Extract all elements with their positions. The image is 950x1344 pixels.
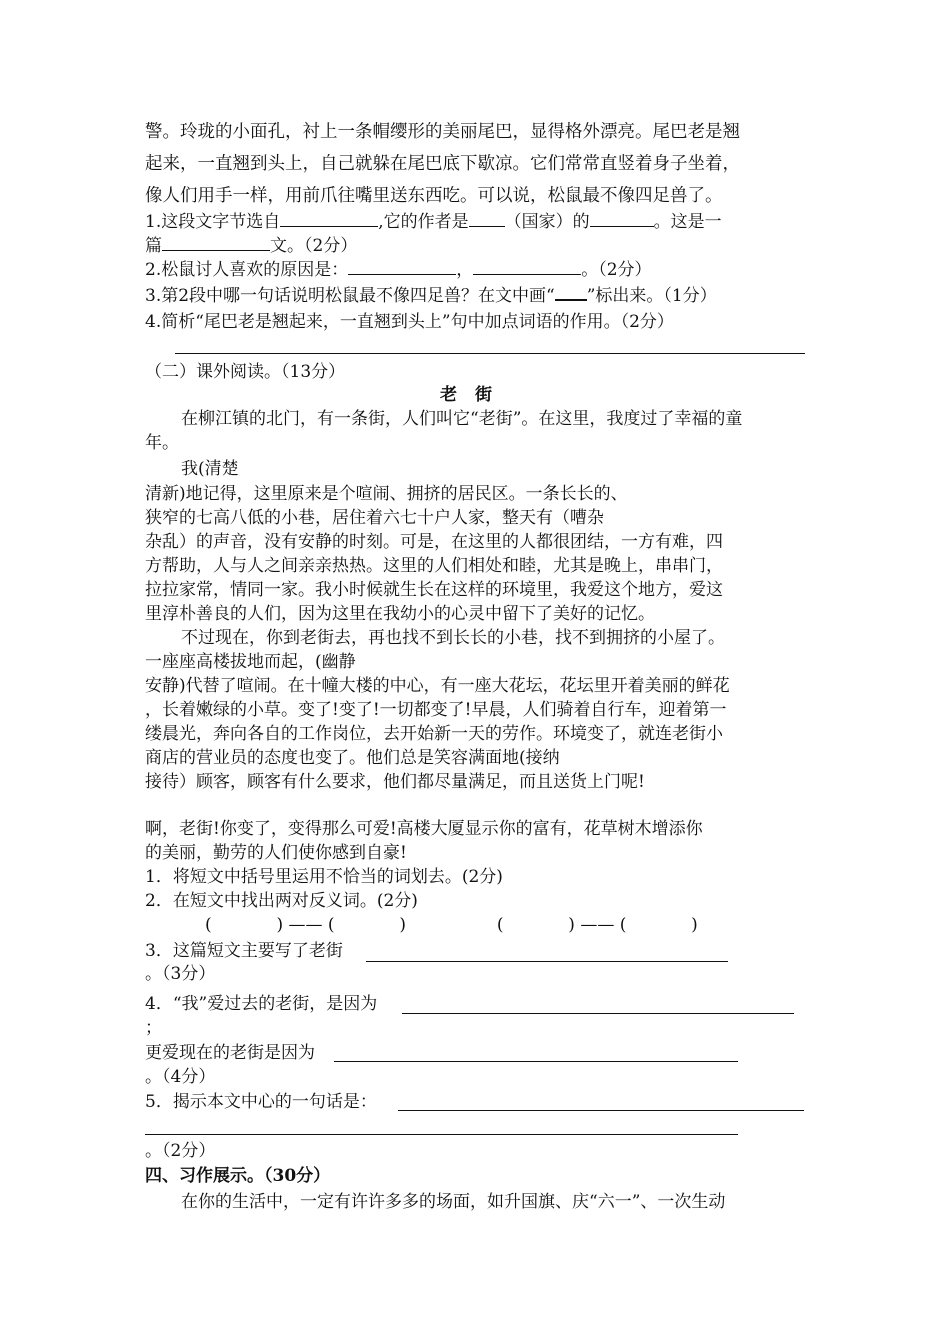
dash: —— [288, 915, 323, 935]
answer-line[interactable] [398, 1110, 804, 1111]
story-line: 在柳江镇的北门，有一条街，人们叫它“老街”。在这里，我度过了幸福的童 [181, 409, 743, 429]
story-line: 拉拉家常，情同一家。我小时候就生长在这样的环境里，我爱这个地方，爱这 [145, 580, 723, 600]
story-line: 接待）顾客，顾客有什么要求，他们都尽量满足，而且送货上门呢! [145, 772, 645, 792]
paren: ( [205, 915, 212, 935]
answer-line[interactable] [334, 1061, 738, 1062]
q1-text: （国家）的 [504, 212, 590, 232]
answer-blank[interactable] [473, 258, 581, 275]
antonym-pairs [205, 914, 725, 936]
answer-blank[interactable] [162, 234, 270, 251]
answer-line[interactable] [175, 353, 805, 354]
q3-text: ”标出来。（1分） [586, 286, 717, 306]
passage-line: 像人们用手一样，用前爪往嘴里送东西吃。可以说，松鼠最不像四足兽了。 [145, 186, 723, 206]
story-line: 一座座高楼拔地而起，(幽静 [145, 652, 356, 672]
story-question-5-end: 。（2分） [145, 1141, 216, 1161]
passage-line: 警。玲珑的小面孔，衬上一条帽缨形的美丽尾巴，显得格外漂亮。尾巴老是翘 [145, 122, 740, 142]
q1-text: 篇 [145, 236, 162, 256]
paren: ) [691, 915, 698, 935]
story-question-3-end: 。（3分） [145, 964, 216, 984]
q1-text: 文。（2分） [270, 236, 358, 256]
story-line: 的美丽，勤劳的人们使你感到自豪! [145, 843, 407, 863]
story-question-2: 2．在短文中找出两对反义词。(2分) [145, 891, 418, 911]
q1-text: 。这是一 [653, 212, 722, 232]
question-4: 4.简析“尾巴老是翘起来，一直翘到头上”句中加点词语的作用。（2分） [145, 312, 674, 332]
answer-blank[interactable] [590, 210, 654, 227]
question-3 [145, 283, 810, 307]
q2-text: 。（2分） [581, 260, 652, 280]
story-line: 杂乱）的声音，没有安静的时刻。可是，在这里的人都很团结，一方有难，四 [145, 532, 723, 552]
story-title: 老街 [440, 385, 510, 405]
story-question-4: 4．“我”爱过去的老街，是因为 [145, 994, 378, 1014]
answer-blank[interactable] [280, 210, 378, 227]
q2-text: 2.松鼠讨人喜欢的原因是： [145, 260, 349, 280]
story-line: 商店的营业员的态度也变了。他们总是笑容满面地(接纳 [145, 748, 560, 768]
dash: —— [580, 915, 615, 935]
story-question-5: 5．揭示本文中心的一句话是： [145, 1092, 377, 1112]
q2-text: ， [456, 260, 474, 280]
story-line: 我(清楚 [181, 459, 239, 479]
story-question-3: 3．这篇短文主要写了老街 [145, 941, 343, 961]
q3-text: 3.第2段中哪一句话说明松鼠最不像四足兽？在文中画“ [145, 286, 555, 306]
story-line: 不过现在，你到老街去，再也找不到长长的小巷，找不到拥挤的小屋了。 [181, 628, 725, 648]
underline-sample [555, 283, 587, 301]
paren: ( [327, 915, 335, 935]
answer-blank[interactable] [469, 210, 505, 227]
question-2 [145, 258, 810, 281]
paren: ) [568, 915, 575, 935]
paren: ) [399, 915, 406, 935]
story-question-4-end: 。（4分） [145, 1067, 216, 1087]
story-question-4b: 更爱现在的老街是因为 [145, 1043, 315, 1063]
q1-text: ,它的作者是 [378, 212, 469, 232]
story-question-4-semi: ； [145, 1018, 162, 1038]
story-line: 狭窄的七高八低的小巷，居住着六七十户人家，整天有（嘈杂 [145, 508, 604, 528]
story-line: ，长着嫩绿的小草。变了!变了!一切都变了!早晨，人们骑着自行车，迎着第一 [145, 700, 727, 720]
question-1-cont [145, 234, 810, 257]
story-line: 里淳朴善良的人们，因为这里在我幼小的心灵中留下了美好的记忆。 [145, 604, 655, 624]
paren: ( [496, 915, 504, 935]
passage-line: 起来，一直翘到头上，自己就躲在尾巴底下歇凉。它们常常直竖着身子坐着， [145, 154, 740, 174]
paren: ( [619, 915, 627, 935]
story-question-1: 1．将短文中括号里运用不恰当的词划去。(2分) [145, 867, 503, 887]
paren: ) [276, 915, 284, 935]
writing-prompt: 在你的生活中，一定有许许多多的场面，如升国旗、庆“六一”、一次生动 [181, 1192, 726, 1212]
story-line: 安静)代替了喧闹。在十幢大楼的中心，有一座大花坛，花坛里开着美丽的鲜花 [145, 676, 730, 696]
answer-line[interactable] [145, 1134, 738, 1135]
story-line: 方帮助，人与人之间亲亲热热。这里的人们相处和睦，尤其是晚上，串串门， [145, 556, 723, 576]
story-line: 年。 [145, 433, 179, 453]
answer-line[interactable] [366, 961, 728, 962]
section-heading: （二）课外阅读。（13分） [145, 362, 346, 382]
question-1 [145, 210, 810, 233]
story-line: 清新)地记得，这里原来是个喧闹、拥挤的居民区。一条长长的、 [145, 484, 628, 504]
story-line: 啊，老街!你变了，变得那么可爱!高楼大厦显示你的富有，花草树木增添你 [145, 819, 703, 839]
section-4-heading: 四、习作展示。（30分） [145, 1166, 331, 1186]
q1-text: 1.这段文字节选自 [145, 212, 281, 232]
answer-blank[interactable] [348, 258, 456, 275]
answer-line[interactable] [402, 1013, 794, 1014]
story-line: 缕晨光，奔向各自的工作岗位，去开始新一天的劳作。环境变了，就连老街小 [145, 724, 723, 744]
